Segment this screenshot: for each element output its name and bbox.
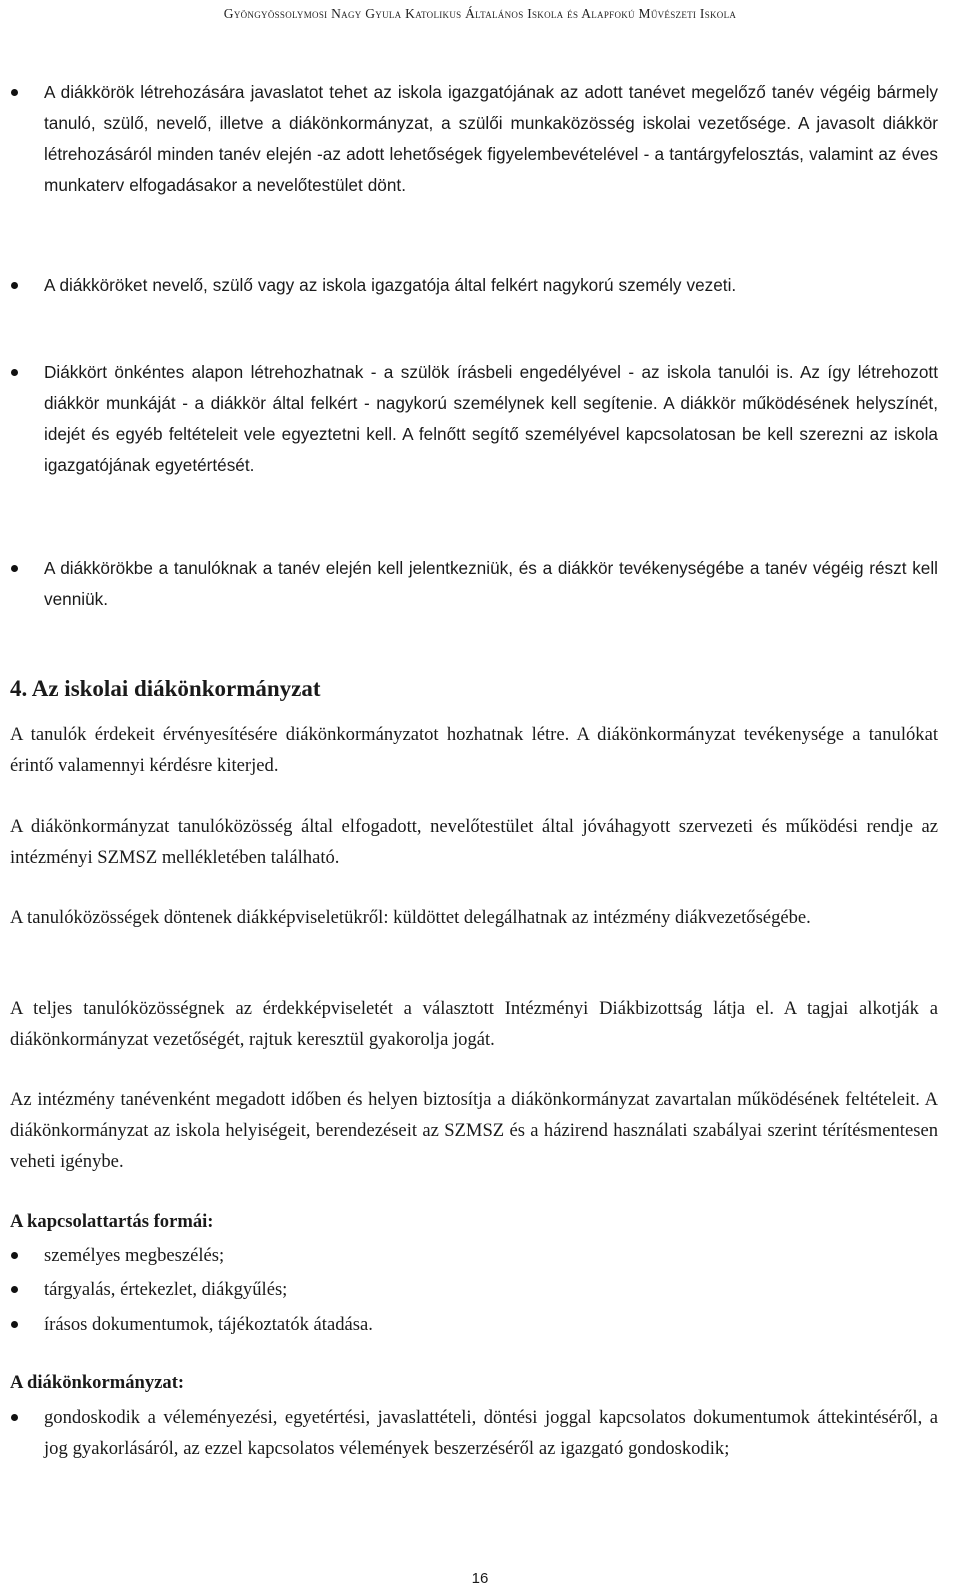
bullet-paragraph: A diákkörökbe a tanulóknak a tanév elején kell jelentkezniük, és a diákkör tevékenységébe a tanév végéig részt kell venniük. [44,553,938,615]
section-paragraph: A tanulóközösségek döntenek diákképviseletükről: küldöttet delegálhatnak az intézmény diákvezetőségébe. [10,907,811,928]
dok-heading: A diákönkormányzat: [10,1372,185,1393]
contact-item: személyes megbeszélés; [44,1240,224,1271]
section-paragraph: Az intézmény tanévenként megadott időben és helyen biztosítja a diákönkormányzat zavartalan működésének feltételeit. A diákönkormányzat az iskola helyiségeit, berendezéseit az SZMSZ és a házirend használati szabályai szerint térítésmentesen veheti igénybe. [10,1089,938,1172]
bullet-paragraph: A diákköröket nevelő, szülő vagy az iskola igazgatója által felkért nagykorú személy vezeti. [44,270,938,301]
contact-item: tárgyalás, értekezlet, diákgyűlés; [44,1274,287,1305]
page-number: 16 [471,1570,489,1587]
contact-heading: A kapcsolattartás formái: [10,1211,214,1232]
bullet-paragraph: A diákkörök létrehozására javaslatot tehet az iskola igazgatójának az adott tanévet megelőző tanév végéig bármely tanuló, szülő, nevelő, illetve a diákönkormányzat, a szülői munkaközösség iskolai vezetősége. A javasolt diákkör létrehozásáról minden tanév elején -az adott lehetőségek figyelembevételével - a tantárgyfelosztás, valamint az éves munkaterv elfogadásakor a nevelőtestület dönt. [44,77,938,201]
page-header: Gyöngyössolymosi Nagy Gyula Katolikus Általános Iskola és Alapfokú Művészeti Iskola [223,6,737,21]
section-heading: 4. Az iskolai diákönkormányzat [10,676,321,701]
section-paragraph: A diákönkormányzat tanulóközösség által elfogadott, nevelőtestület által jóváhagyott szervezeti és működési rendje az intézményi SZMSZ mellékletében található. [10,816,938,868]
section-paragraph: A tanulók érdekeit érvényesítésére diákönkormányzatot hozhatnak létre. A diákönkormányzat tevékenysége a tanulókat érintő valamennyi kérdésre kiterjed. [10,724,938,776]
dok-item: gondoskodik a véleményezési, egyetértési, javaslattételi, döntési joggal kapcsolatos dokumentumok áttekintéséről, a jog gyakorlásáról, az ezzel kapcsolatos vélemények beszerzéséről az igazgató gondoskodik; [44,1402,938,1464]
bullet-paragraph: Diákkört önkéntes alapon létrehozhatnak - a szülök írásbeli engedélyével - az iskola tanulói is. Az így létrehozott diákkör munkáját - a diákkör által felkért - nagykorú személynek kell segítenie. A diákkör működésének helyszínét, idejét és egyéb feltételeit vele egyeztetni kell. A felnőtt segítő személyével kapcsolatosan be kell szerezni az iskola igazgatójának egyetértését. [44,357,938,481]
section-paragraph: A teljes tanulóközösségnek az érdekképviseletét a választott Intézményi Diákbizottság látja el. A tagjai alkotják a diákönkormányzat vezetőségét, rajtuk keresztül gyakorolja jogát. [10,998,938,1050]
contact-item: írásos dokumentumok, tájékoztatók átadása. [44,1309,373,1340]
